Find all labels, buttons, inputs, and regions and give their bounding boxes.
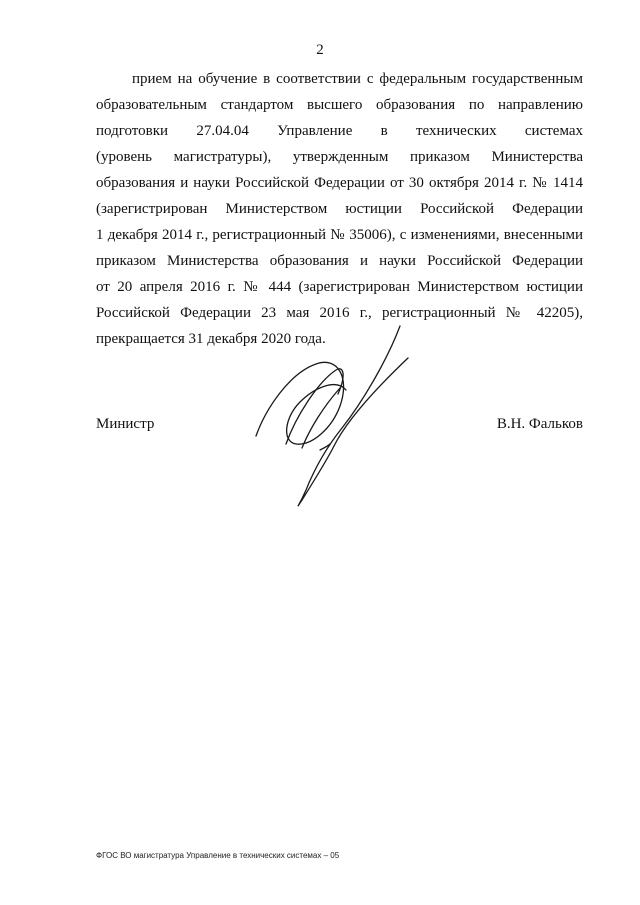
body-line: подготовки 27.04.04 Управление в технических системах (96, 123, 583, 139)
body-line: образования и науки Российской Федерации от 30 октября 2014 г. № 1414 (96, 175, 583, 191)
body-line: Российской Федерации 23 мая 2016 г., регистрационный № 42205), (96, 305, 583, 321)
signer-name: В.Н. Фальков (496, 416, 583, 432)
body-line: прием на обучение в соответствии с федеральным государственным (132, 71, 583, 87)
body-line: (зарегистрирован Министерством юстиции Российской Федерации (96, 201, 583, 217)
footer-text: ФГОС ВО магистратура Управление в технических системах – 05 (96, 851, 340, 860)
body-line: прекращается 31 декабря 2020 года. (96, 331, 326, 347)
page-number: 2 (316, 42, 324, 58)
body-line: (уровень магистратуры), утвержденным приказом Министерства (96, 149, 583, 165)
signer-title: Министр (96, 416, 155, 432)
body-line: приказом Министерства образования и науки Российской Федерации (96, 253, 583, 269)
body-line: 1 декабря 2014 г., регистрационный № 35006), с изменениями, внесенными (96, 227, 583, 243)
signature-block (96, 416, 583, 440)
body-line: от 20 апреля 2016 г. № 444 (зарегистрирован Министерством юстиции (96, 279, 583, 295)
document-body (96, 66, 583, 352)
body-line: образовательным стандартом высшего образования по направлению (96, 97, 583, 113)
